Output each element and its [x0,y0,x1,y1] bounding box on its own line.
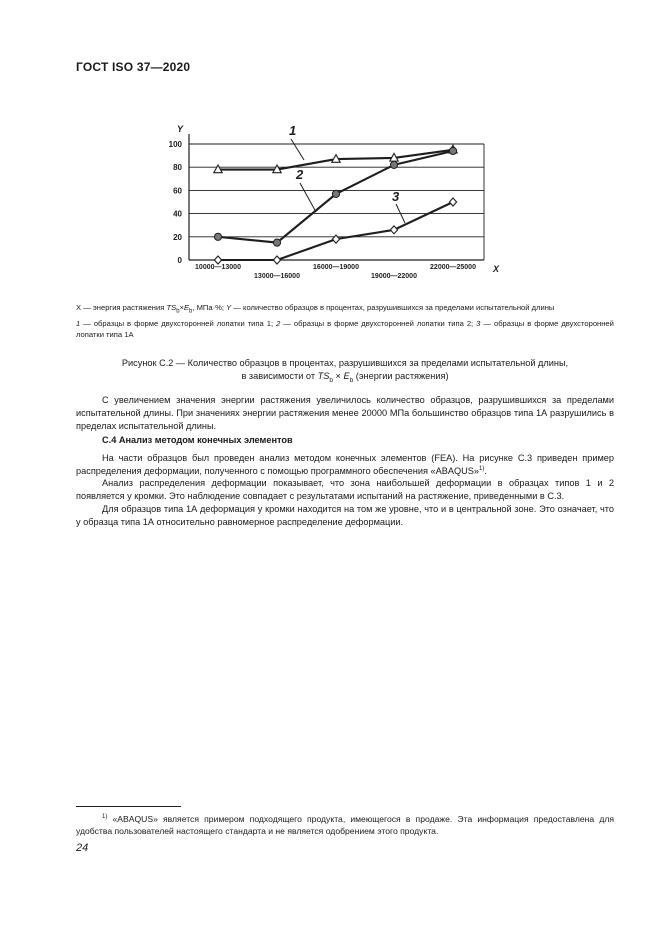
legend-e-subscript: b [189,308,193,315]
footnote [76,813,614,837]
page-number: 24 [76,842,89,854]
x-axis-label: X [493,264,500,274]
annotation-leader-2 [300,183,316,212]
legend-times-sign: × [179,303,184,312]
y-axis-label: Y [177,124,184,134]
fracture-chart [0,0,661,300]
series-2-point-2 [273,239,280,246]
legend-axes-line [76,303,614,317]
legend-e-symbol: E [183,303,190,312]
paragraph-results: С увеличением значения энергии растяжения увеличилось количество образцов, разрушившихся за пределами испытательной длины. При значениях энергии растяжения менее 20000 МПа большинство образцов типа 1А разрушились в пределах испытательной длины. [76,395,614,432]
paragraph-fea [76,452,614,478]
legend-ts-symbol: TS [166,303,177,312]
legend-series-2-number: 2 [276,319,281,329]
legend-series-3-number: 3 [476,319,481,329]
chart-legend [76,303,614,340]
legend-series-1-text: — образцы в форме двухсторонней лопатки типа 1; [83,319,274,329]
y-tick-label-100: 100 [168,140,182,149]
annotation-label-2: 2 [296,167,304,182]
legend-series-1-number: 1 [76,319,81,329]
chart-markers [214,145,457,264]
series-3-point-4 [390,226,397,234]
legend-y-symbol: Y [226,303,232,312]
y-tick-label-60: 60 [173,186,182,196]
series-2-point-3 [332,190,339,197]
caption-prefix: в зависимости от [241,371,316,381]
series-3-point-5 [449,198,456,206]
legend-series-3-text: — образцы в форме двухсторонней лопатки типа 1А [76,319,614,339]
caption-line-1: Рисунок С.2 — Количество образцов в процентах, разрушившихся за пределами испытательной длины, [121,358,569,368]
section-heading-c4: С.4 Анализ методом конечных элементов [102,435,293,445]
caption-times-sign: × [335,371,341,381]
fea-text: На части образцов был проведен анализ методом конечных элементов (FEA). На рисунке С.3 приведен пример распределения деформации, полученного с помощью программного обеспечения «ABAQUS» [76,453,614,477]
document-header: ГОСТ ISO 37—2020 [76,60,191,74]
legend-ts-subscript: b [176,308,180,315]
series-2-point-5 [449,147,456,154]
x-tick-label-5: 22000—25000 [430,264,476,271]
footnote-text: «ABAQUS» является примером подходящего продукта, имеющегося в продаже. Эта информация предоставлена для удобства пользователей настоящего стандарта и не является одобрением этого продукта. [76,814,615,836]
series-line-3 [218,202,453,260]
fea-text-end: . [484,466,487,477]
y-tick-label-0: 0 [177,256,182,265]
x-tick-label-2: 13000—16000 [254,273,300,280]
paragraph-strain-analysis: Анализ распределения деформации показывает, что зона наибольшей деформации в образцах типов 1 и 2 появляется у кромки. Это наблюдение совпадает с результатами испытаний на растяжение, приведенными в С.3. [76,478,614,502]
series-3-point-3 [332,235,339,243]
caption-e-subscript: b [349,376,354,384]
legend-unit: , МПа·%; [192,303,225,312]
x-tick-label-1: 10000—13000 [195,264,241,271]
series-2-point-1 [214,233,221,240]
caption-e-symbol: E [343,371,350,381]
annotation-label-1: 1 [289,123,297,138]
caption-suffix: (энергии растяжения) [355,371,449,381]
y-tick-label-20: 20 [173,232,182,242]
x-tick-label-3: 16000—19000 [313,264,359,271]
legend-y-description: — количество образцов в процентах, разрушившихся за пределами испытательной длины [233,303,555,312]
caption-ts-symbol: TS [317,371,330,381]
footnote-divider [76,806,181,807]
figure-caption [76,357,614,387]
footnote-reference: 1) [479,466,485,473]
paragraph-type-1a: Для образцов типа 1А деформация у кромки находится на том же уровне, что и в центральной зоне. Это означает, что у образца типа 1А относительно равномерное распределение деформации. [76,504,614,528]
y-tick-label-40: 40 [173,209,182,219]
annotation-leader-1 [291,139,304,160]
series-3-point-1 [214,256,221,264]
caption-line-2 [76,370,614,387]
footnote-marker: 1) [102,814,108,820]
chart-series [218,150,453,260]
caption-ts-subscript: b [329,376,333,384]
legend-series-2-text: — образцы в форме двухсторонней лопатки типа 2; [283,319,474,329]
y-tick-label-80: 80 [173,163,182,173]
legend-x-description: — энергия растяжения [83,303,165,312]
series-2-point-4 [390,161,397,168]
legend-x-symbol: X [76,303,82,312]
series-3-point-2 [273,256,280,264]
x-tick-label-4: 19000—22000 [371,273,417,280]
annotation-label-3: 3 [392,189,400,204]
legend-series-line [76,319,614,340]
